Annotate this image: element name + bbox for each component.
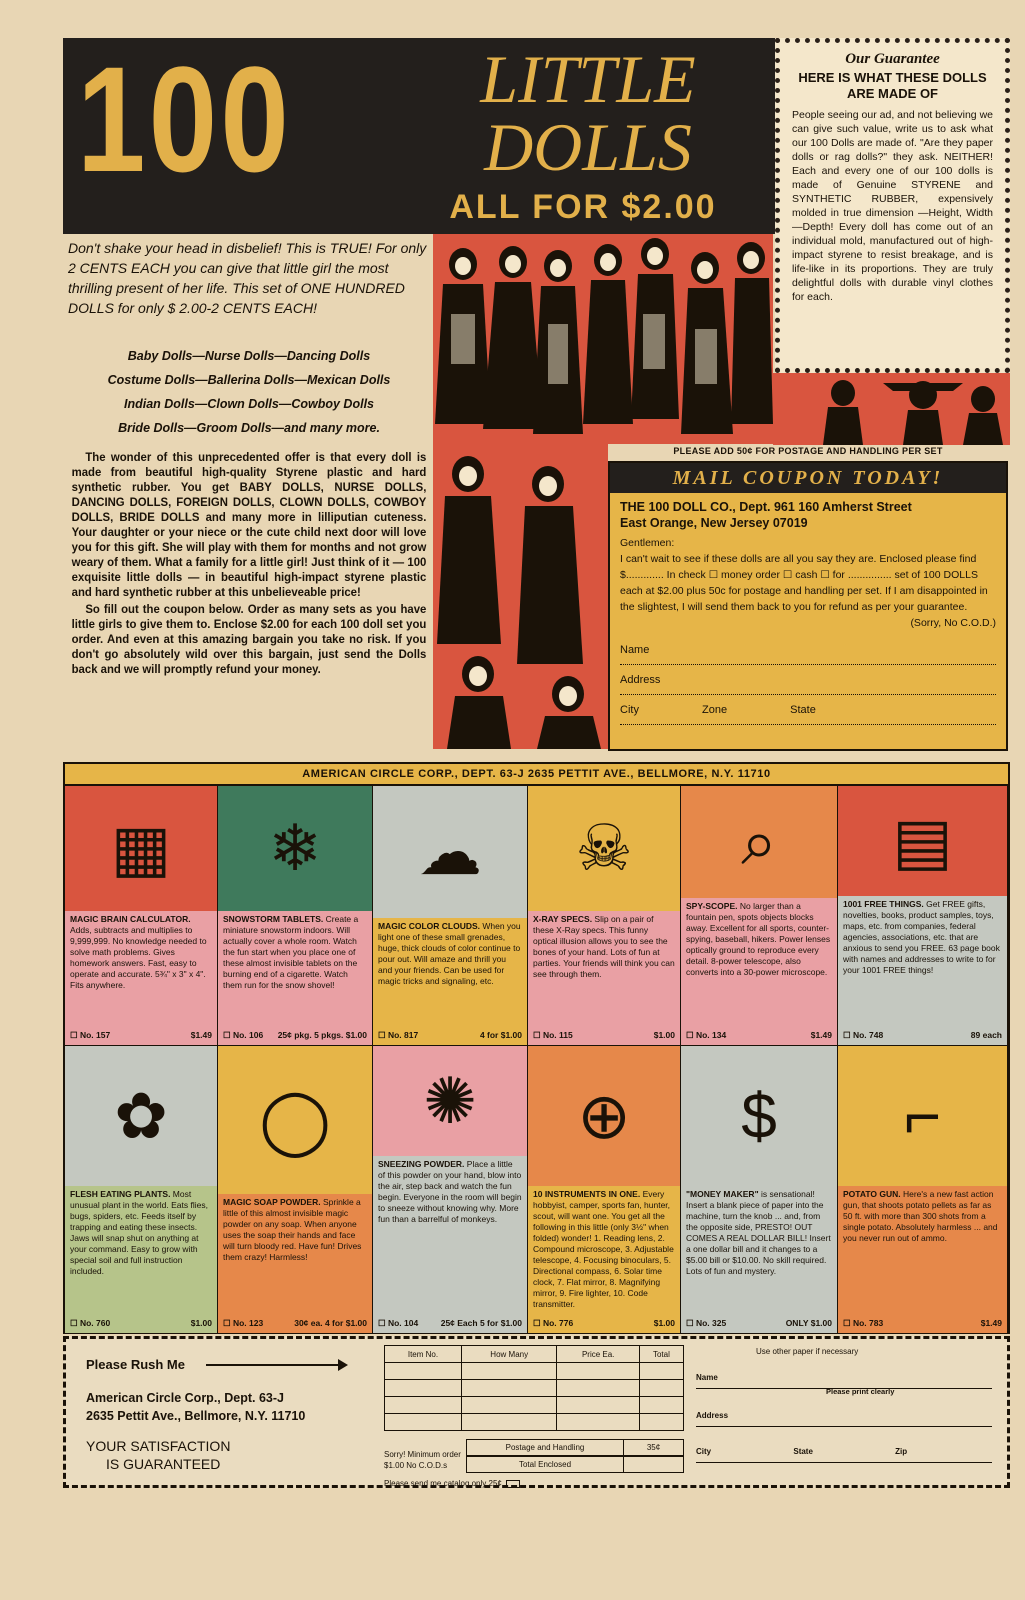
- doll-types-line: Costume Dolls—Ballerina Dolls—Mexican Dolls: [107, 373, 391, 387]
- order-city-field[interactable]: [696, 1447, 992, 1463]
- catalog-item-description: [65, 911, 217, 994]
- catalog-item-number[interactable]: ☐ No. 817: [378, 1030, 419, 1040]
- snowstorm-icon: ❄: [218, 786, 372, 911]
- catalog-item-description: [838, 896, 1007, 979]
- catalog-request-label: Please send me catalog only 25¢: [384, 1479, 502, 1488]
- coupon-address-line: THE 100 DOLL CO., Dept. 961 160 Amherst Street: [620, 500, 912, 514]
- catalog-item[interactable]: [65, 786, 218, 1046]
- catalog-header: AMERICAN CIRCLE CORP., DEPT. 63-J 2635 PETTIT AVE., BELLMORE, N.Y. 11710: [63, 762, 1010, 786]
- catalog-item-price: 89 each: [970, 1030, 1002, 1040]
- catalog-item[interactable]: [681, 1046, 838, 1334]
- catalog-item-title: 1001 FREE THINGS.: [843, 899, 927, 909]
- doll-types-line: Baby Dolls—Nurse Dolls—Dancing Dolls: [127, 349, 371, 363]
- coupon-city-field[interactable]: [620, 695, 996, 725]
- catalog-item-description: [65, 1186, 217, 1280]
- order-company-address: [86, 1389, 305, 1425]
- catalog-item-title: SPY-SCOPE.: [686, 901, 740, 911]
- dolls-drawing-icon: [433, 234, 773, 444]
- use-other-paper-note: Use other paper if necessary: [756, 1347, 859, 1356]
- order-company-line: 2635 Pettit Ave., Bellmore, N.Y. 11710: [86, 1409, 306, 1423]
- doll-types-line: Indian Dolls—Clown Dolls—Cowboy Dolls: [123, 397, 374, 411]
- catalog-item-text: Most unusual plant in the world. Eats flies, bugs, spiders, etc. Feeds itself by trapping and eating these insects. Jaws will snap shut on anything at your command. Easy to grow with special soil and full instruction included.: [70, 1189, 208, 1276]
- money-maker-icon: $: [681, 1046, 837, 1186]
- catalog-item-description: [528, 911, 680, 983]
- instrument-icon: ⊕: [528, 1046, 680, 1186]
- catalog-item-description: [838, 1186, 1007, 1247]
- catalog-item-footer: [686, 1030, 832, 1041]
- catalog-item-price: 25¢ pkg. 5 pkgs. $1.00: [277, 1030, 367, 1040]
- order-totals: [466, 1439, 684, 1473]
- catalog-request[interactable]: [384, 1479, 520, 1488]
- postage-label: Postage and Handling: [505, 1443, 585, 1452]
- catalog-item-text: Adds, subtracts and multiplies to 9,999,999. No knowledge needed to solve math problems. Gives homework answers. Fast, easy to operate and accurate. 5¾" x 3" x 4". Fits anywhere.: [70, 925, 207, 990]
- order-form[interactable]: [63, 1336, 1010, 1488]
- coupon-name-label: Name: [620, 644, 650, 656]
- catalog-item-footer: [223, 1318, 367, 1329]
- catalog-checkbox[interactable]: [506, 1480, 520, 1488]
- catalog-item-footer: [378, 1318, 522, 1329]
- body-paragraph: The wonder of this unprecedented offer is that every doll is made from beautiful high-quality Styrene plastic and hard synthetic rubber. You get BABY DOLLS, NURSE DOLLS, DANCING DOLLS, FOREIGN DOLLS, CLOWN DOLLS, COWBOY DOLLS, BRIDE DOLLS and many more in lilliputian cuteness. Your daughter or your niece or the cute child next door will love you for this gift. She will play with them for months and not grow weary of them. What a family for a little girl! Just think of it — 100 exquisite little dolls — in beautiful high-impact styrene plastic and hard synthetic rubber at this unbelieveable price!: [71, 451, 427, 599]
- catalog-item[interactable]: [528, 786, 681, 1046]
- catalog-item-title: MAGIC COLOR CLOUDS.: [378, 921, 483, 931]
- catalog-item-price: $1.49: [190, 1030, 212, 1040]
- calculator-icon: ▦: [65, 786, 217, 911]
- catalog-item-footer: [70, 1318, 212, 1329]
- order-address-field[interactable]: [696, 1411, 992, 1427]
- catalog-item-price: $1.49: [980, 1318, 1002, 1328]
- dolls-drawing-lower-icon: [433, 444, 608, 749]
- headline-number: 100: [77, 35, 293, 203]
- coupon-salutation: Gentlemen:: [620, 537, 675, 549]
- mail-coupon[interactable]: [608, 461, 1008, 751]
- satisfaction-guarantee: [86, 1437, 230, 1473]
- catalog-item-description: [681, 1186, 837, 1280]
- guarantee-title: Our Guarantee: [845, 51, 940, 67]
- catalog-item[interactable]: [218, 786, 373, 1046]
- coupon-title: MAIL COUPON TODAY!: [610, 463, 1006, 493]
- catalog-item-title: SNOWSTORM TABLETS.: [223, 914, 326, 924]
- catalog-item-number[interactable]: ☐ No. 134: [686, 1030, 727, 1040]
- coupon-body: [610, 531, 1006, 635]
- catalog-item-title: SNEEZING POWDER.: [378, 1159, 467, 1169]
- catalog-item-number[interactable]: ☐ No. 106: [223, 1030, 264, 1040]
- coupon-no-cod: (Sorry, No C.O.D.): [910, 617, 996, 629]
- catalog-item-footer: [70, 1030, 212, 1041]
- catalog-item[interactable]: [838, 786, 1008, 1046]
- coupon-address-field[interactable]: [620, 665, 996, 695]
- potato-gun-icon: ⌐: [838, 1046, 1007, 1186]
- catalog-item-footer: [686, 1318, 832, 1329]
- catalog-item-number[interactable]: ☐ No. 760: [70, 1318, 111, 1328]
- postage-note: PLEASE ADD 50¢ FOR POSTAGE AND HANDLING PER SET: [673, 446, 943, 456]
- order-row[interactable]: [385, 1397, 684, 1414]
- coupon-address-line: East Orange, New Jersey 07019: [620, 516, 808, 530]
- order-col-header: How Many: [461, 1346, 557, 1363]
- catalog-item[interactable]: [528, 1046, 681, 1334]
- headline-little: LITTLE: [480, 41, 696, 117]
- dolls-drawing-right-icon: [773, 373, 1010, 445]
- catalog-item-price: ONLY $1.00: [785, 1318, 832, 1328]
- catalog-item-text: When you light one of these small grenades, huge, thick clouds of color continue to pour out. Will amaze and thrill you and your friends. Can be used for magic tricks and signaling, etc.: [378, 921, 521, 986]
- catalog-item-number[interactable]: ☐ No. 157: [70, 1030, 111, 1040]
- minimum-order-note: Sorry! Minimum order $1.00 No C.O.D.s: [384, 1450, 461, 1470]
- catalog-item-number[interactable]: ☐ No. 123: [223, 1318, 264, 1328]
- coupon-order-text: I can't wait to see if these dolls are all you say they are. Enclosed please find $............. In check ☐ money order ☐ cash ☐ for ............... set of 100 DOLLS each at $2.00 plus 50c for postage and handling per set. If I am disappointed in the slightest, I will send them back to you for refund as per your guarantee.: [620, 553, 988, 613]
- catalog-item-text: Every hobbyist, camper, sports fan, hunter, scout, will want one. You get all the following in this little (only 3½" when folded) wonder! 1. Reading lens, 2. Compound microscope, 3. Adjustable telescope, 4. Focusing binoculars, 5. Directional compass, 6. Solar time clock, 7. Flat mirror, 8. Magnifying mirror, 9. Fire lighter, 10. Code transmitter.: [533, 1189, 674, 1309]
- headline-banner: [63, 35, 775, 234]
- order-name-label: Name: [696, 1373, 718, 1382]
- catalog-item-price: $1.00: [653, 1318, 675, 1328]
- satisfaction-line: IS GUARANTEED: [106, 1456, 221, 1472]
- total-field[interactable]: [623, 1457, 683, 1472]
- catalog-item-description: [373, 918, 527, 990]
- catalog-item-description: [528, 1186, 680, 1313]
- catalog-item-title: MAGIC BRAIN CALCULATOR.: [70, 914, 191, 924]
- catalog-item-title: X-RAY SPECS.: [533, 914, 595, 924]
- coupon-state-label: State: [790, 704, 816, 716]
- coupon-city-label: City: [620, 704, 639, 716]
- catalog-item-text: Slip on a pair of these X-Ray specs. This funny optical illusion allows you to see the bones of your hand. Lots of fun at parties. Your friends will think you can see through them.: [533, 914, 675, 979]
- coupon-name-field[interactable]: [620, 635, 996, 665]
- plant-icon: ✿: [65, 1046, 217, 1186]
- catalog-item-footer: [843, 1030, 1002, 1041]
- catalog-item-title: "MONEY MAKER": [686, 1189, 761, 1199]
- catalog-item-footer: [533, 1318, 675, 1329]
- order-col-header: Price Ea.: [557, 1346, 639, 1363]
- coupon-address: [610, 493, 1006, 531]
- catalog-item-text: Sprinkle a little of this almost invisible magic powder on any soap. When anyone uses the soap their hands and face will turn bloody red. Have fun! Drives them crazy! Harmless!: [223, 1197, 362, 1262]
- catalog-item[interactable]: [373, 786, 528, 1046]
- catalog-item[interactable]: [681, 786, 838, 1046]
- catalog-item-title: MAGIC SOAP POWDER.: [223, 1197, 323, 1207]
- order-address-label: Address: [696, 1411, 729, 1420]
- doll-types-line: Bride Dolls—Groom Dolls—and many more.: [118, 421, 380, 435]
- arrow-right-icon: [206, 1364, 346, 1366]
- catalog-item-price: $1.49: [810, 1030, 832, 1040]
- catalog-item-price: $1.00: [190, 1318, 212, 1328]
- order-row[interactable]: [385, 1414, 684, 1431]
- catalog-item-number[interactable]: ☐ No. 115: [533, 1030, 573, 1040]
- guarantee-box: [775, 38, 1010, 373]
- order-row[interactable]: [385, 1363, 684, 1380]
- catalog-item[interactable]: [373, 1046, 528, 1334]
- order-city-label: City: [696, 1447, 712, 1456]
- headline-dolls: DOLLS: [484, 109, 692, 185]
- order-row[interactable]: [385, 1380, 684, 1397]
- catalog-item-number[interactable]: ☐ No. 776: [533, 1318, 574, 1328]
- intro-text: Don't shake your head in disbelief! This is TRUE! For only 2 CENTS EACH you can give that little girl the most thrilling present of her life. This set of ONE HUNDRED DOLLS for only $ 2.00-2 CENTS EACH!: [68, 240, 427, 316]
- catalog-item-title: FLESH EATING PLANTS.: [70, 1189, 173, 1199]
- xray-specs-icon: ☠: [528, 786, 680, 911]
- catalog-item-text: is sensational! Insert a blank piece of paper into the machine, turn the knob ... and, from the opposite side, PRESTO! OUT COMES A REAL DOLLAR BILL! Insert a one dollar bill and it changes to a $5.00 bill or $10.00. No skill required. Lots of fun and mystery.: [686, 1189, 831, 1276]
- postage-value: 35¢: [623, 1440, 683, 1455]
- catalog-item-price: 4 for $1.00: [479, 1030, 522, 1040]
- body-paragraph: So fill out the coupon below. Order as many sets as you have little girls to give them to. Enclose $2.00 for each 100 doll set you order. And even at this amazing bargain you take no risk. If you don't go absolutely wild over this bargain, just send the Dolls back and we will promptly refund your money.: [71, 603, 427, 676]
- order-table[interactable]: [384, 1345, 684, 1431]
- dolls-illustration: [433, 234, 773, 444]
- catalog-item-price: 30¢ ea. 4 for $1.00: [294, 1318, 367, 1328]
- color-clouds-icon: ☁: [373, 786, 527, 918]
- order-col-header: Item No.: [385, 1346, 462, 1363]
- catalog-item-footer: [533, 1030, 675, 1041]
- catalog-item-description: [681, 898, 837, 981]
- sneeze-icon: ✺: [373, 1046, 527, 1156]
- satisfaction-line: YOUR SATISFACTION: [86, 1438, 231, 1454]
- guarantee-heading: HERE IS WHAT THESE DOLLS ARE MADE OF: [798, 70, 987, 101]
- catalog-item[interactable]: [838, 1046, 1008, 1334]
- catalog-grid: [63, 786, 1010, 1334]
- catalog-item-text: Place a little of this powder on your hand, blow into the air, step back and watch the fun begin. Everyone in the room will begin to sneeze without knowing why. More fun than a barrelful of monkeys.: [378, 1159, 522, 1224]
- catalog-item-title: POTATO GUN.: [843, 1189, 903, 1199]
- order-state-label: State: [793, 1447, 813, 1456]
- order-col-header: Total: [639, 1346, 683, 1363]
- catalog-item-text: Here's a new fast action gun, that shoots potato pellets as far as 50 ft. with more than 300 shots from a single potato. Absolutely harmless ... and you never run out of ammo.: [843, 1189, 998, 1243]
- catalog-item-description: [373, 1156, 527, 1228]
- catalog-item[interactable]: [218, 1046, 373, 1334]
- catalog-item-description: [218, 911, 372, 994]
- please-print-note: Please print clearly: [826, 1387, 895, 1396]
- dolls-illustration-right: [773, 373, 1010, 445]
- catalog-item-number[interactable]: ☐ No. 783: [843, 1318, 884, 1328]
- catalog-item-title: 10 INSTRUMENTS IN ONE.: [533, 1189, 643, 1199]
- rush-label: Please Rush Me: [86, 1357, 185, 1372]
- catalog-item-footer: [378, 1030, 522, 1041]
- total-label: Total Enclosed: [518, 1460, 572, 1469]
- catalog-item-number[interactable]: ☐ No. 325: [686, 1318, 727, 1328]
- catalog-item-price: $1.00: [653, 1030, 675, 1040]
- order-company-line: American Circle Corp., Dept. 63-J: [86, 1391, 284, 1405]
- catalog-item-text: Create a miniature snowstorm indoors. Will actually cover a whole room. Watch the fun start when you place one of these almost invisible tablets on the burning end of a cigarette. Watch them run for the snow shovel!: [223, 914, 359, 990]
- catalog-item-price: 25¢ Each 5 for $1.00: [440, 1318, 522, 1328]
- catalog-item-description: [218, 1194, 372, 1266]
- catalog-item-number[interactable]: ☐ No. 104: [378, 1318, 419, 1328]
- book-icon: ▤: [838, 786, 1007, 896]
- catalog-item-footer: [223, 1030, 367, 1041]
- headline-price: ALL FOR $2.00: [449, 188, 717, 226]
- spy-scope-icon: ⌕: [681, 786, 837, 898]
- catalog-item[interactable]: [65, 1046, 218, 1334]
- catalog-item-text: No larger than a fountain pen, spots objects blocks away. Excellent for all sports, counter-spying, baseball, hikers. Power lenses optically ground to reproduce every detail. 8-power telescope, also converts into a 30-power microscope.: [686, 901, 831, 977]
- guarantee-body: People seeing our ad, and not believing we can give such value, write us to ask what our 100 Dolls are made of. "Are they paper dolls or rag dolls?" they ask. NEITHER! Each and every one of our 100 dolls is made of Genuine STYRENE and SYNTHETIC RUBBER, expensively molded in true dimension —Height, Width—Depth! Every doll has come out of an individual mold, manufactured out of high-impact styrene to resist breakage, and is life-like in its proportions. They are truly delightful dolls with durable vinyl clothes for each.: [792, 109, 993, 303]
- catalog-item-footer: [843, 1318, 1002, 1329]
- order-zip-label: Zip: [895, 1447, 908, 1456]
- soap-icon: ◯: [218, 1046, 372, 1194]
- coupon-address-label: Address: [620, 674, 661, 686]
- catalog-item-text: Get FREE gifts, novelties, books, product samples, toys, maps, etc. from companies, federal agencies, associations, etc. that are anxious to send you FREE. 63 page book with names and addresses to write to for your 1001 FREE things!: [843, 899, 1000, 975]
- catalog-item-number[interactable]: ☐ No. 748: [843, 1030, 884, 1040]
- coupon-zone-label: Zone: [702, 704, 728, 716]
- doll-types-list: [68, 344, 430, 440]
- body-copy: [72, 450, 427, 679]
- dolls-illustration-lower: [433, 444, 608, 749]
